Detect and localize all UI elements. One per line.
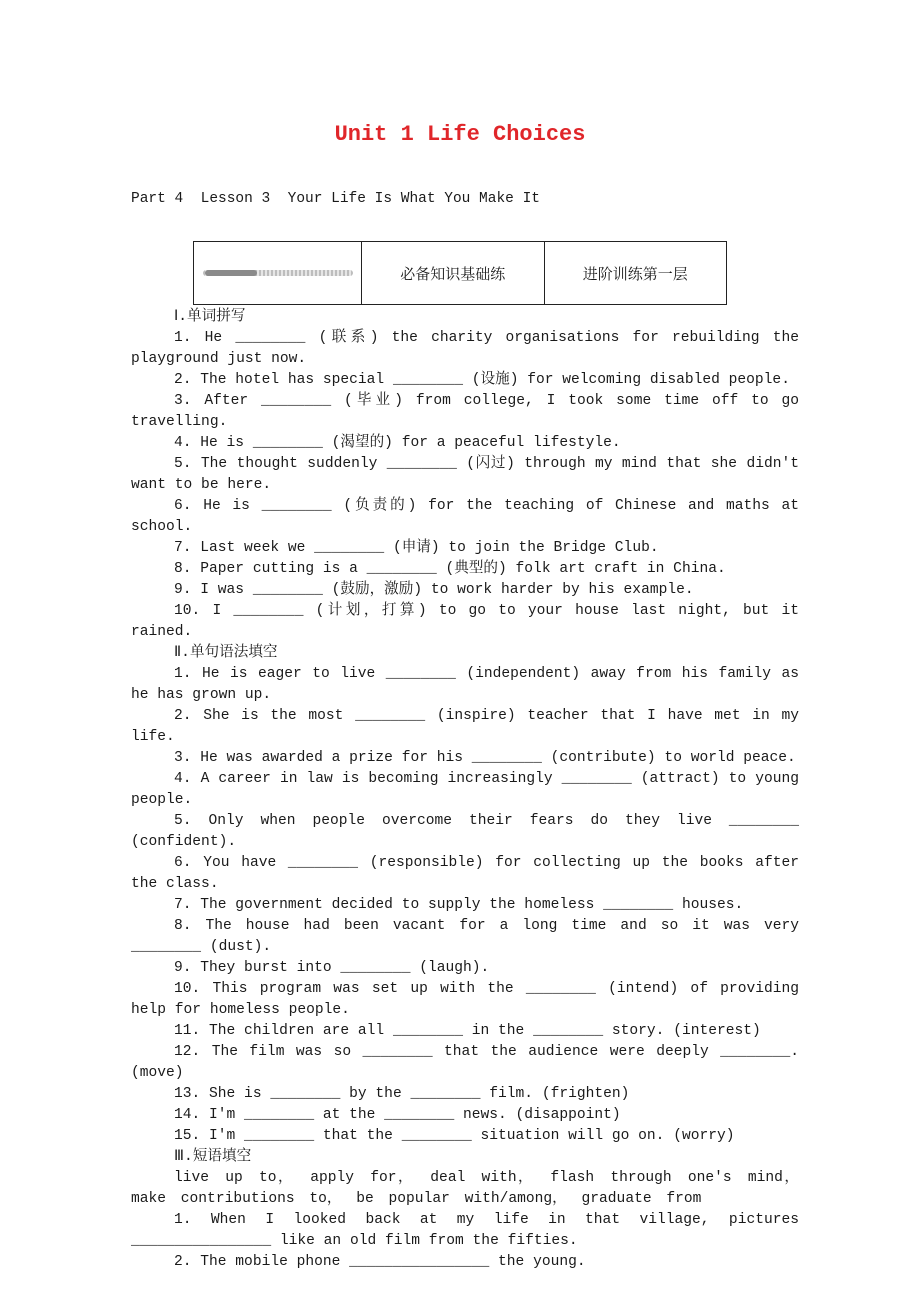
list-item: 3. He was awarded a prize for his ________ (contribute) to world peace.	[174, 750, 796, 766]
section1-heading: Ⅰ.单词拼写	[174, 309, 246, 325]
lesson-subtitle: Part 4 Lesson 3 Your Life Is What You Make It	[131, 191, 540, 207]
list-item: 5. Only when people overcome their fears do they live ________ (confident).	[131, 813, 799, 850]
list-item: 1. He ________ (联系) the charity organisations for rebuilding the playground just now.	[131, 330, 799, 367]
list-item: 3. After ________ (毕业) from college, I took some time off to go travelling.	[131, 393, 799, 430]
list-item: 9. I was ________ (鼓励，激励) to work harder by his example.	[174, 582, 694, 598]
practice-tab-table	[193, 241, 727, 305]
list-item: 1. He is eager to live ________ (independent) away from his family as he has grown up.	[131, 666, 799, 703]
list-item: 15. I'm ________ that the ________ situation will go on. (worry)	[174, 1128, 735, 1144]
list-item: 11. The children are all ________ in the ________ story. (interest)	[174, 1023, 761, 1039]
list-item: 7. The government decided to supply the homeless ________ houses.	[174, 897, 744, 913]
list-item: 7. Last week we ________ (申请) to join the Bridge Club.	[174, 540, 659, 556]
list-item: 6. He is ________ (负责的) for the teaching of Chinese and maths at school.	[131, 498, 799, 535]
list-item: 2. The hotel has special ________ (设施) for welcoming disabled people.	[174, 372, 790, 388]
list-item: 8. The house had been vacant for a long time and so it was very ________ (dust).	[131, 918, 799, 955]
list-item: 9. They burst into ________ (laugh).	[174, 960, 490, 976]
banner-decoration	[194, 242, 362, 305]
page-title: Unit 1 Life Choices	[334, 122, 586, 147]
list-item: 2. The mobile phone ________________ the young.	[174, 1254, 586, 1270]
list-item: 13. She is ________ by the ________ film. (frighten)	[174, 1086, 630, 1102]
list-item: 6. You have ________ (responsible) for collecting up the books after the class.	[131, 855, 799, 892]
tab-advanced-practice[interactable]: 进阶训练第一层	[544, 242, 727, 305]
list-item: 5. The thought suddenly ________ (闪过) through my mind that she didn't want to be here.	[131, 456, 799, 493]
list-item: 8. Paper cutting is a ________ (典型的) folk art craft in China.	[174, 561, 726, 577]
list-item: 2. She is the most ________ (inspire) teacher that I have met in my life.	[131, 708, 799, 745]
list-item: 10. I ________ (计划，打算) to go to your house last night, but it rained.	[131, 603, 799, 640]
section2-heading: Ⅱ.单句语法填空	[174, 645, 278, 661]
list-item: 14. I'm ________ at the ________ news. (disappoint)	[174, 1107, 621, 1123]
list-item: 4. He is ________ (渴望的) for a peaceful lifestyle.	[174, 435, 621, 451]
phrase-bank: live up to， apply for， deal with， flash through one's mind， make contributions to， be popular with/among， graduate from	[131, 1170, 799, 1207]
list-item: 10. This program was set up with the ________ (intend) of providing help for homeless people.	[131, 981, 799, 1018]
section3-heading: Ⅲ.短语填空	[174, 1149, 252, 1165]
exercise-content	[131, 307, 799, 1273]
list-item: 12. The film was so ________ that the audience were deeply ________. (move)	[131, 1044, 799, 1081]
progress-banner-icon	[203, 270, 353, 276]
tab-basic-practice[interactable]: 必备知识基础练	[362, 242, 545, 305]
list-item: 1. When I looked back at my life in that village, pictures ________________ like an old film from the fifties.	[131, 1212, 799, 1249]
list-item: 4. A career in law is becoming increasingly ________ (attract) to young people.	[131, 771, 799, 808]
